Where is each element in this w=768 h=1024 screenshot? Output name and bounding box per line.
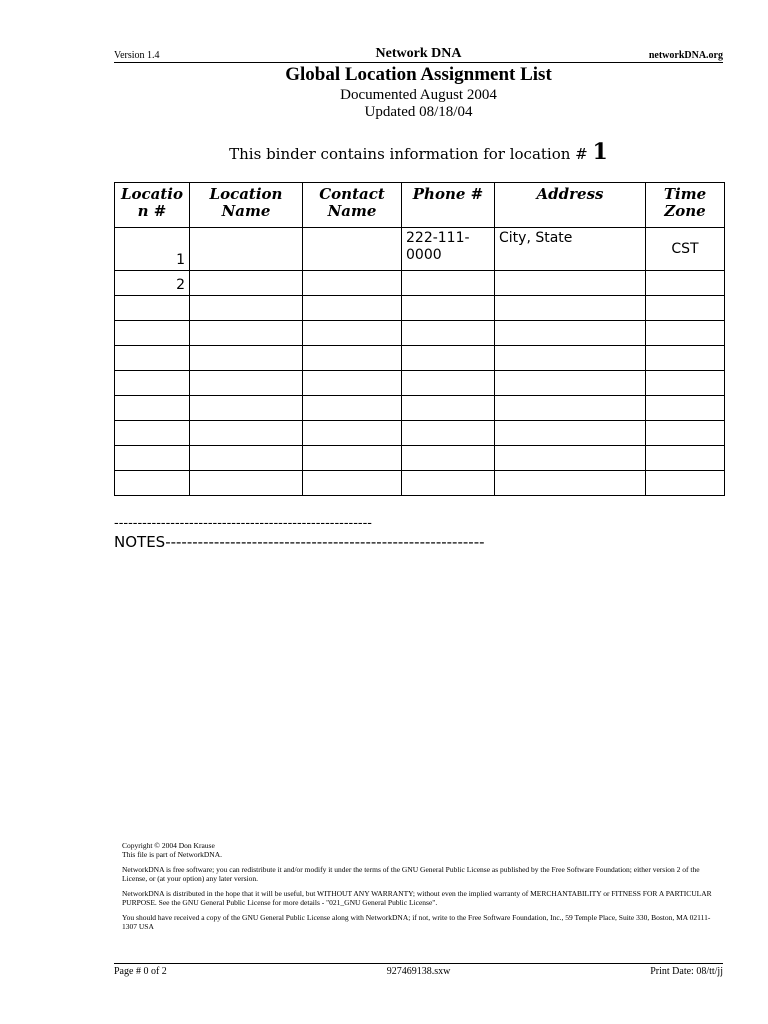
license-paragraph-2: NetworkDNA is distributed in the hope that it will be useful, but WITHOUT ANY WARRANTY; without even the implied warranty of MERCHANTABILITY or FITNESS FOR A PARTICULAR PURPOSE. See the GNU General Public License for more details - "021_GNU General Public License".	[122, 889, 712, 907]
notes-label: NOTES-----------------------------------------------------------	[114, 533, 485, 551]
cell-location-name	[190, 446, 303, 471]
cell-location-name	[190, 346, 303, 371]
license-block	[122, 841, 722, 937]
cell-phone	[402, 346, 495, 371]
table-row	[115, 296, 725, 321]
cell-time-zone	[646, 471, 725, 496]
cell-time-zone	[646, 346, 725, 371]
table-row	[115, 321, 725, 346]
cell-address	[495, 321, 646, 346]
cell-address	[495, 296, 646, 321]
cell-address	[495, 446, 646, 471]
cell-address	[495, 421, 646, 446]
cell-time-zone	[646, 446, 725, 471]
cell-address	[495, 346, 646, 371]
column-header-phone: Phone #	[402, 183, 495, 228]
cell-location-name	[190, 321, 303, 346]
cell-location-number	[115, 421, 190, 446]
cell-location-number	[115, 446, 190, 471]
cell-contact-name	[303, 321, 402, 346]
cell-location-number: 2	[115, 271, 190, 296]
table-row	[115, 228, 725, 271]
copyright-line: Copyright © 2004 Don Krause	[122, 841, 215, 850]
version-label: Version 1.4	[114, 50, 160, 61]
cell-location-number	[115, 396, 190, 421]
cell-time-zone	[646, 321, 725, 346]
cell-contact-name	[303, 421, 402, 446]
cell-location-name	[190, 271, 303, 296]
column-header-location-number: Locatio n #	[115, 183, 190, 228]
column-header-contact-name: Contact Name	[303, 183, 402, 228]
cell-address	[495, 471, 646, 496]
cell-address	[495, 396, 646, 421]
cell-contact-name	[303, 446, 402, 471]
cell-time-zone	[646, 371, 725, 396]
cell-contact-name	[303, 271, 402, 296]
binder-location-number: 1	[592, 139, 608, 165]
cell-location-name	[190, 371, 303, 396]
cell-location-name	[190, 296, 303, 321]
updated-date: Updated 08/18/04	[364, 104, 473, 120]
table-row	[115, 421, 725, 446]
cell-phone	[402, 421, 495, 446]
license-copyright	[122, 841, 722, 859]
cell-phone	[402, 471, 495, 496]
cell-location-name	[190, 421, 303, 446]
column-header-address: Address	[495, 183, 646, 228]
site-label: networkDNA.org	[648, 50, 723, 61]
cell-location-name	[190, 396, 303, 421]
table-row	[115, 471, 725, 496]
cell-location-number: 1	[115, 228, 190, 271]
cell-address	[495, 271, 646, 296]
binder-text: This binder contains information for location #	[229, 145, 588, 163]
cell-location-number	[115, 371, 190, 396]
page-number: Page # 0 of 2	[114, 966, 167, 977]
column-header-time-zone: Time Zone	[646, 183, 725, 228]
cell-location-number	[115, 321, 190, 346]
cell-phone	[402, 396, 495, 421]
cell-phone	[402, 446, 495, 471]
cell-address	[495, 371, 646, 396]
cell-phone	[402, 271, 495, 296]
table-body	[115, 228, 725, 496]
documented-date: Documented August 2004	[340, 87, 497, 103]
cell-address: City, State	[495, 228, 646, 271]
license-paragraph-3: You should have received a copy of the GNU General Public License along with NetworkDNA; if not, write to the Free Software Foundation, Inc., 59 Temple Place, Suite 330, Boston, MA 02111-1307 USA	[122, 913, 711, 931]
location-table	[114, 182, 725, 496]
cell-location-name	[190, 471, 303, 496]
table-row	[115, 446, 725, 471]
cell-phone	[402, 296, 495, 321]
table-header-row	[115, 183, 725, 228]
header-title: Network DNA	[375, 46, 462, 61]
cell-location-number	[115, 296, 190, 321]
part-of-line: This file is part of NetworkDNA.	[122, 850, 222, 859]
cell-phone	[402, 321, 495, 346]
separator-dashes: -------------------------------------------------------	[114, 516, 373, 531]
table-row	[115, 271, 725, 296]
cell-phone	[402, 371, 495, 396]
cell-contact-name	[303, 396, 402, 421]
cell-time-zone	[646, 396, 725, 421]
cell-contact-name	[303, 296, 402, 321]
cell-location-name	[190, 228, 303, 271]
cell-time-zone: CST	[646, 228, 725, 271]
page-footer	[114, 963, 723, 978]
license-paragraph-1: NetworkDNA is free software; you can redistribute it and/or modify it under the terms of the GNU General Public License as published by the Free Software Foundation; either version 2 of the License, or (at your option) any later version.	[122, 865, 700, 883]
cell-time-zone	[646, 421, 725, 446]
page-header	[114, 46, 723, 63]
document-title: Global Location Assignment List	[285, 64, 552, 85]
column-header-location-name: Location Name	[190, 183, 303, 228]
file-name: 927469138.sxw	[386, 966, 451, 977]
table-row	[115, 396, 725, 421]
cell-phone: 222-111-0000	[402, 228, 495, 271]
binder-statement	[114, 139, 723, 165]
print-date: Print Date: 08/tt/jj	[650, 966, 723, 977]
cell-time-zone	[646, 296, 725, 321]
cell-contact-name	[303, 228, 402, 271]
cell-contact-name	[303, 471, 402, 496]
table-row	[115, 371, 725, 396]
table-row	[115, 346, 725, 371]
cell-time-zone	[646, 271, 725, 296]
cell-contact-name	[303, 371, 402, 396]
cell-location-number	[115, 346, 190, 371]
cell-location-number	[115, 471, 190, 496]
cell-contact-name	[303, 346, 402, 371]
